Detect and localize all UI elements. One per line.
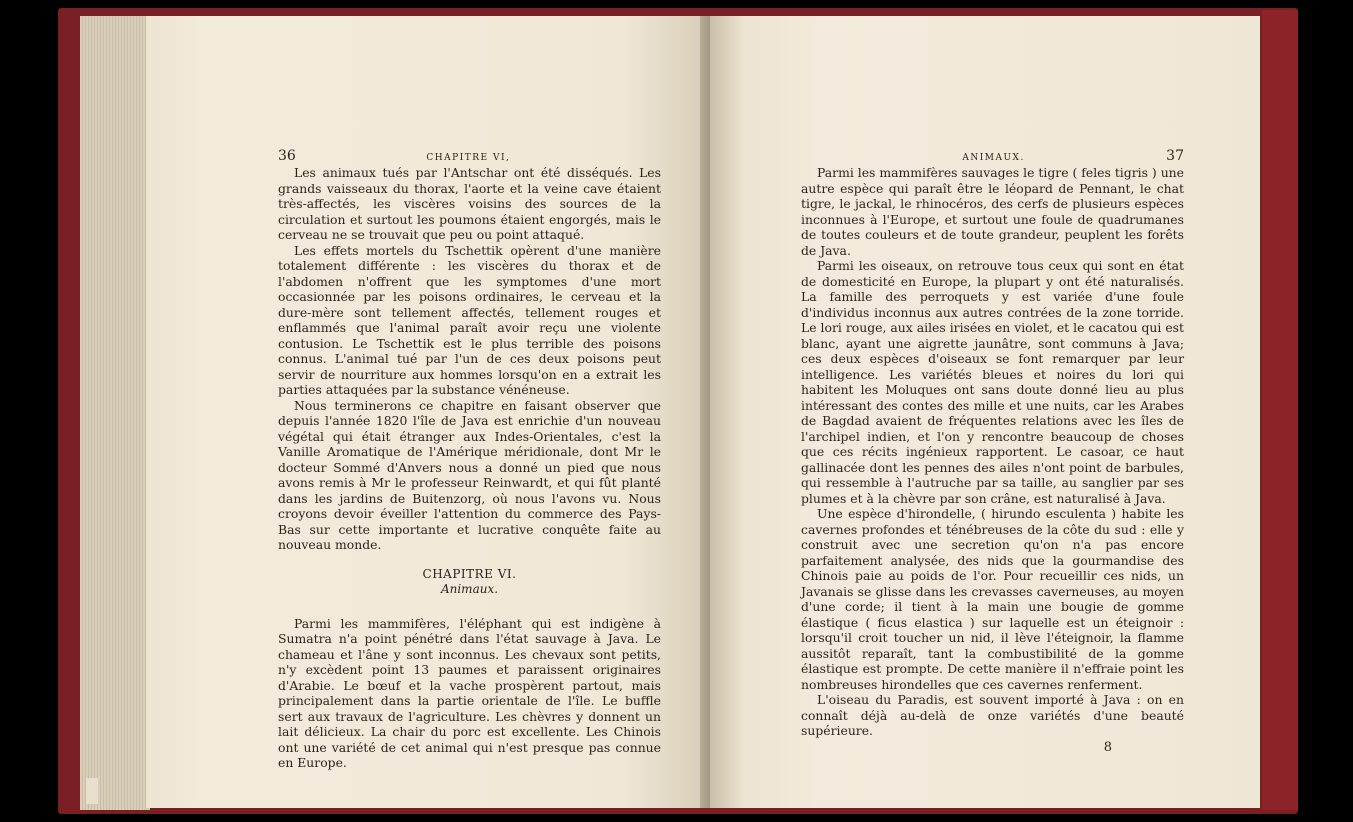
chapter-heading: CHAPITRE VI.: [422, 566, 517, 581]
book-cover-right-edge: [1262, 10, 1298, 810]
paragraph: Nous terminerons ce chapitre en faisant observer que depuis l'année 1820 l'île de Java est enrichie d'un nouveau végétal qui était étranger aux Indes-Orientales, c'est la Vanille Aromatique de l'Amérique méridionale, dont Mr le docteur Sommé d'Anvers nous a donné un pied que nous avons remis à Mr le professeur Reinwardt, et qui fût planté dans les jardins de Buitenzorg, où nous l'avons vu. Nous croyons devoir éveiller l'attention du commerce des Pays-Bas sur cette importante et lucrative conquête faite au nouveau monde.: [278, 397, 661, 552]
paragraph: Parmi les mammifères, l'éléphant qui est indigène à Sumatra n'a point pénétré dans l'état sauvage à Java. Le chameau et l'âne y sont inconnus. Les chevaux sont petits, n'y excèdent point 13 paumes et paraissent originaires d'Arabie. Le bœuf et la vache prospèrent partout, mais principalement dans la partie orientale de l'île. Le buffle sert aux travaux de l'agriculture. Les chèvres y donnent un lait délicieux. La chair du porc est excellente. Les Chinois ont une variété de cet animal qui n'est presque pas connue en Europe.: [278, 615, 661, 770]
library-label: [86, 778, 98, 804]
right-running-head: ANIMAUX.: [962, 153, 1025, 163]
left-page-number: 36: [278, 148, 296, 164]
paragraph: Une espèce d'hirondelle, ( hirundo esculenta ) habite les cavernes profondes et ténébreuses de la côte du sud : elle y construit avec une secretion qu'on n'a pas encore parfaitement analysée, des nids que la gourmandise des Chinois paie au poids de l'or. Pour recueillir ces nids, un Javanais se glisse dans les crevasses caverneuses, au moyen d'une corde; il tient à la main une bougie de gomme élastique ( ficus elastica ) sur laquelle est un éteignoir : lorsqu'il croit toucher un nid, il lève l'éteignoir, la flamme aussitôt reparaît, tant la combustibilité de la gomme élastique est prompte. De cette manière il n'effraie point les nombreuses hirondelles que ces cavernes renferment.: [801, 506, 1184, 692]
left-page-header: [278, 149, 661, 164]
paragraph: L'oiseau du Paradis, est souvent importé à Java : on en connaît déjà au-delà de onze variétés d'une beauté supérieure.: [801, 692, 1184, 738]
paragraph: Parmi les oiseaux, on retrouve tous ceux qui sont en état de domesticité en Europe, la plupart y ont été naturalisés. La famille des perroquets y est variée d'une foule d'individus inconnus aux autres contrées de la zone torride. Le lori rouge, aux ailes irisées en violet, et le cacatou qui est blanc, ayant une aigrette jaunâtre, sont communs à Java; ces deux espèces d'oiseaux se font remarquer par leur intelligence. Les variétés bleues et noires du lori qui habitent les Moluques ont sans doute donné lieu au plus intéressant des contes des mille et une nuits, car les Arabes de Bagdad avaient de fréquentes relations avec les îles de l'archipel indien, et l'on y rencontre beaucoup de choses que ces récits ingénieux rapportent. Le casoar, ce haut gallinacée dont les pennes des ailes n'ont point de barbules, qui ressemble à l'autruche par sa taille, au sanglier par ses plumes et à la chèvre par son crâne, est naturalisé à Java.: [801, 258, 1184, 506]
right-page-header: [801, 149, 1184, 164]
right-page-number: 37: [1166, 148, 1184, 164]
chapter-subtitle: Animaux.: [440, 582, 499, 596]
right-page: [710, 16, 1260, 808]
left-page-text: [278, 149, 661, 771]
signature-mark: 8: [1103, 739, 1112, 755]
paragraph: Les effets mortels du Tschettik opèrent d'une manière totalement différente : les viscères du thorax et de l'abdomen n'offrent que les symptomes d'une mort occasionnée par les poisons ordinaires, le cerveau et la dure-mère sont tellement affectés, tellement rouges et enflammés que l'animal paraît avoir reçu une violente contusion. Le Tschettik est le plus terrible des poisons connus. L'animal tué par l'un de ces deux poisons peut servir de nourriture aux hommes lorsqu'on en a extrait les parties attaquées par la substance vénéneuse.: [278, 242, 661, 397]
paragraph: Les animaux tués par l'Antschar ont été disséqués. Les grands vaisseaux du thorax, l'aorte et la veine cave étaient très-affectés, les viscères voisins des sources de la circulation et surtout les poumons étaient engorgés, mais le cerveau ne se trouvait que peu ou point attaqué.: [278, 165, 661, 242]
left-running-head: CHAPITRE VI,: [426, 153, 511, 163]
right-page-text: [801, 149, 1184, 755]
page-stack-edge: [80, 16, 150, 810]
paragraph: Parmi les mammifères sauvages le tigre ( feles tigris ) une autre espèce qui paraît être le léopard de Pennant, le chat tigre, le jackal, le rhinocéros, des cerfs de plusieurs espèces inconnues à l'Europe, et surtout une foule de quadrumanes de toutes couleurs et de toute grandeur, peuplent les forêts de Java.: [801, 165, 1184, 258]
left-page: [146, 16, 706, 808]
